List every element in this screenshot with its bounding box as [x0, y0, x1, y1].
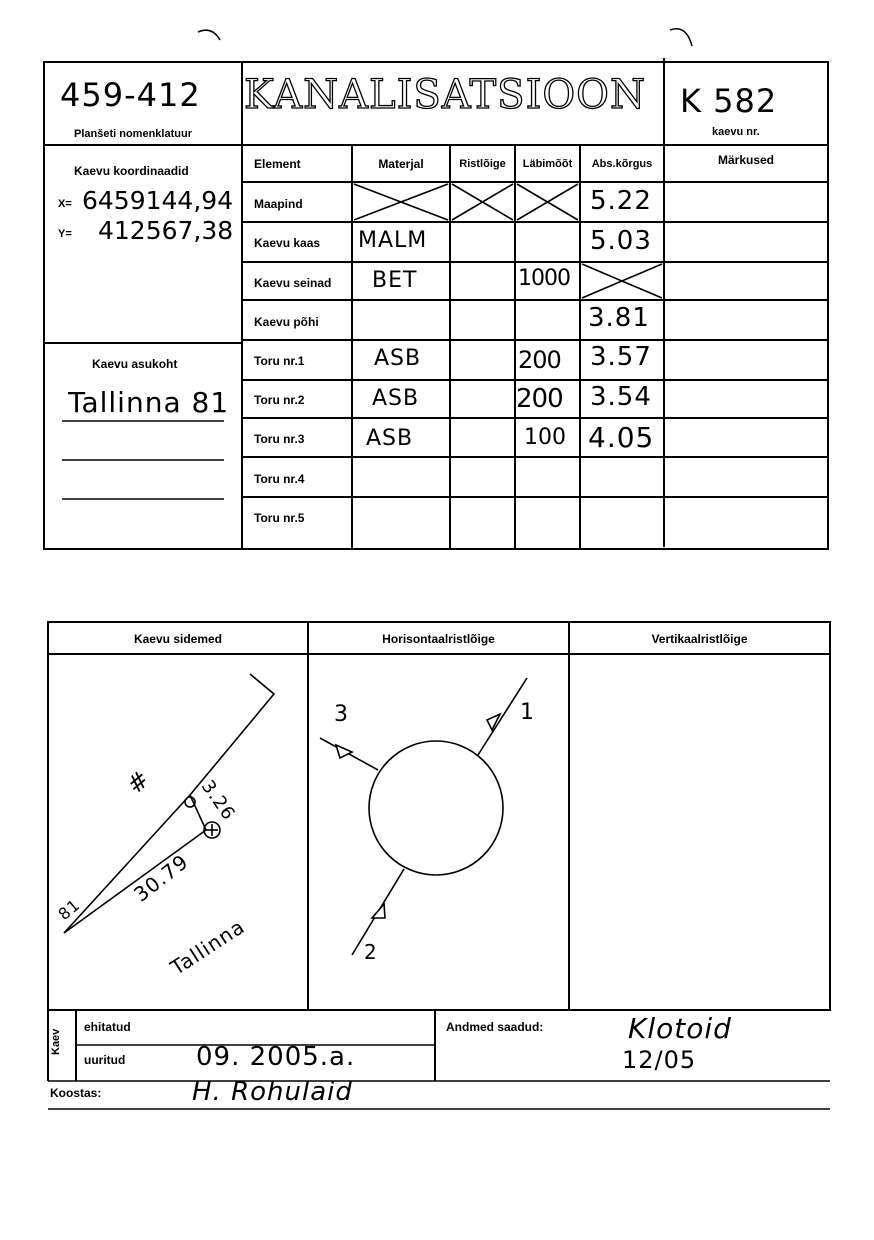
table-cell-abs: 5.22 — [590, 186, 652, 216]
author-label: Koostas: — [50, 1086, 102, 1100]
table-row-element: Maapind — [254, 197, 303, 211]
table-row-element: Toru nr.1 — [254, 354, 305, 368]
header-abs-height: Abs.kõrgus — [591, 158, 653, 170]
table-cell-diameter: 200 — [518, 346, 561, 374]
table-cell-abs: 3.54 — [590, 382, 652, 412]
table-cell-material: ASB — [366, 426, 414, 451]
well-number-label: kaevu nr. — [712, 126, 760, 138]
tie-distance-a: 3.26 — [196, 776, 240, 825]
header-vertical: Vertikaalristlõige — [651, 632, 748, 646]
table-row-element: Toru nr.3 — [254, 432, 305, 446]
header-horizontal: Horisontaalristlõige — [382, 632, 495, 646]
built-label: ehitatud — [84, 1020, 131, 1034]
surveyed-label: uuritud — [84, 1053, 126, 1067]
header-element: Element — [254, 157, 301, 171]
location-label: Kaevu asukoht — [92, 357, 178, 371]
table-cell-diameter: 1000 — [518, 266, 570, 291]
table-cell-abs: 4.05 — [588, 421, 655, 454]
header-material: Materjal — [378, 157, 424, 171]
street-name: Tallinna — [166, 914, 250, 980]
surveyed-date: 09. 2005.a. — [196, 1042, 356, 1072]
x-label: X= — [58, 198, 72, 210]
header-section: Ristlõige — [459, 158, 506, 170]
header-notes: Märkused — [717, 153, 775, 167]
table-row-element: Kaevu seinad — [254, 276, 332, 290]
ties-sketch — [64, 674, 274, 933]
data-source-label: Andmed saadud: — [446, 1020, 544, 1034]
side-label: Kaev — [50, 1028, 62, 1055]
table-cell-abs: 5.03 — [590, 226, 652, 256]
header-ties: Kaevu sidemed — [133, 632, 223, 646]
data-source-date: 12/05 — [622, 1046, 697, 1074]
table-cell-material: ASB — [374, 346, 422, 371]
table-cell-diameter: 100 — [524, 425, 566, 450]
location-value: Tallinna 81 — [68, 386, 230, 419]
y-label: Y= — [58, 228, 72, 240]
page-title: KANALISATSIOON — [244, 72, 646, 118]
table-row-element: Kaevu põhi — [254, 315, 319, 329]
author-name: H. Rohulaid — [192, 1077, 353, 1107]
pipe-1-label: 1 — [520, 700, 535, 725]
map-sheet-value: 459-412 — [60, 76, 201, 114]
table-cell-material: ASB — [372, 386, 420, 411]
table-row-element: Kaevu kaas — [254, 236, 321, 250]
tie-distance-b: 30.79 — [129, 849, 194, 907]
table-row-element: Toru nr.2 — [254, 393, 305, 407]
table-row-element: Toru nr.5 — [254, 511, 305, 525]
y-value: 412567,38 — [98, 216, 234, 245]
table-cell-material: MALM — [358, 228, 428, 253]
pipe-2-label: 2 — [364, 940, 378, 964]
map-sheet-label: Planšeti nomenklatuur — [74, 128, 192, 140]
data-source-name: Klotoid — [628, 1012, 732, 1045]
table-cell-abs: 3.81 — [588, 303, 650, 333]
x-value: 6459144,94 — [82, 186, 234, 215]
well-circle — [369, 741, 503, 875]
table-cell-material: BET — [372, 268, 418, 293]
horizontal-section — [320, 678, 527, 955]
coordinates-label: Kaevu koordinaadid — [74, 164, 189, 178]
table-row-element: Toru nr.4 — [254, 472, 305, 486]
house-number: 81 — [54, 895, 84, 924]
header-diameter: Läbimõõt — [522, 158, 573, 170]
tie-hash-mark: # — [121, 764, 156, 800]
table-cell-diameter: 200 — [516, 384, 563, 414]
well-number-value: K 582 — [680, 82, 778, 120]
table-cell-abs: 3.57 — [590, 342, 652, 372]
pipe-3-label: 3 — [334, 702, 349, 727]
